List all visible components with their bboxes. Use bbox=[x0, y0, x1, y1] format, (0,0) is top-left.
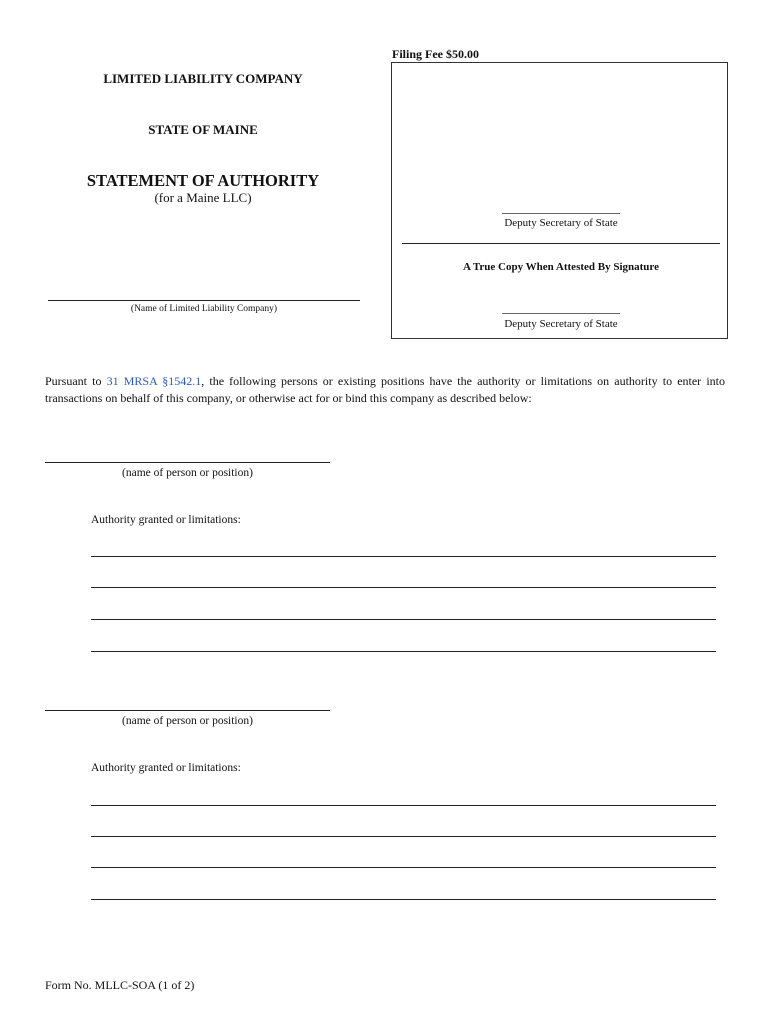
signature-line-1[interactable] bbox=[502, 213, 620, 214]
company-name-field[interactable] bbox=[48, 300, 360, 301]
authority-label-2: Authority granted or limitations: bbox=[91, 762, 241, 774]
authority-line-2b[interactable] bbox=[91, 836, 716, 837]
deputy-secretary-caption-2: Deputy Secretary of State bbox=[504, 318, 618, 330]
authority-line-1d[interactable] bbox=[91, 651, 716, 652]
true-copy-text: A True Copy When Attested By Signature bbox=[463, 261, 659, 273]
document-subtitle: (for a Maine LLC) bbox=[154, 190, 252, 205]
person-name-caption-1: (name of person or position) bbox=[122, 467, 253, 479]
person-name-field-2[interactable] bbox=[45, 710, 330, 711]
state-heading: STATE OF MAINE bbox=[148, 122, 258, 137]
filing-stamp-box bbox=[391, 62, 728, 339]
deputy-secretary-caption-1: Deputy Secretary of State bbox=[504, 217, 618, 229]
box-divider bbox=[402, 243, 720, 244]
filing-fee: Filing Fee $50.00 bbox=[392, 47, 479, 61]
authority-label-1: Authority granted or limitations: bbox=[91, 514, 241, 526]
authority-line-1c[interactable] bbox=[91, 619, 716, 620]
company-name-caption: (Name of Limited Liability Company) bbox=[130, 304, 278, 314]
intro-prefix: Pursuant to bbox=[45, 374, 107, 388]
person-name-caption-2: (name of person or position) bbox=[122, 715, 253, 727]
signature-line-2[interactable] bbox=[502, 313, 620, 314]
authority-line-2d[interactable] bbox=[91, 899, 716, 900]
document-title: STATEMENT OF AUTHORITY bbox=[86, 171, 320, 190]
authority-line-1b[interactable] bbox=[91, 587, 716, 588]
statute-link[interactable]: 31 MRSA §1542.1 bbox=[106, 374, 202, 388]
intro-suffix: , the following persons or existing positions have the authority or limitations on authority to enter into transactions on behalf of this company, or otherwise act for or bind this company as described below: bbox=[45, 374, 725, 405]
person-name-field-1[interactable] bbox=[45, 462, 330, 463]
authority-line-2a[interactable] bbox=[91, 805, 716, 806]
authority-line-2c[interactable] bbox=[91, 867, 716, 868]
intro-paragraph bbox=[45, 373, 725, 407]
company-type-heading: LIMITED LIABILITY COMPANY bbox=[103, 71, 303, 86]
form-number: Form No. MLLC-SOA (1 of 2) bbox=[45, 978, 195, 992]
authority-line-1a[interactable] bbox=[91, 556, 716, 557]
